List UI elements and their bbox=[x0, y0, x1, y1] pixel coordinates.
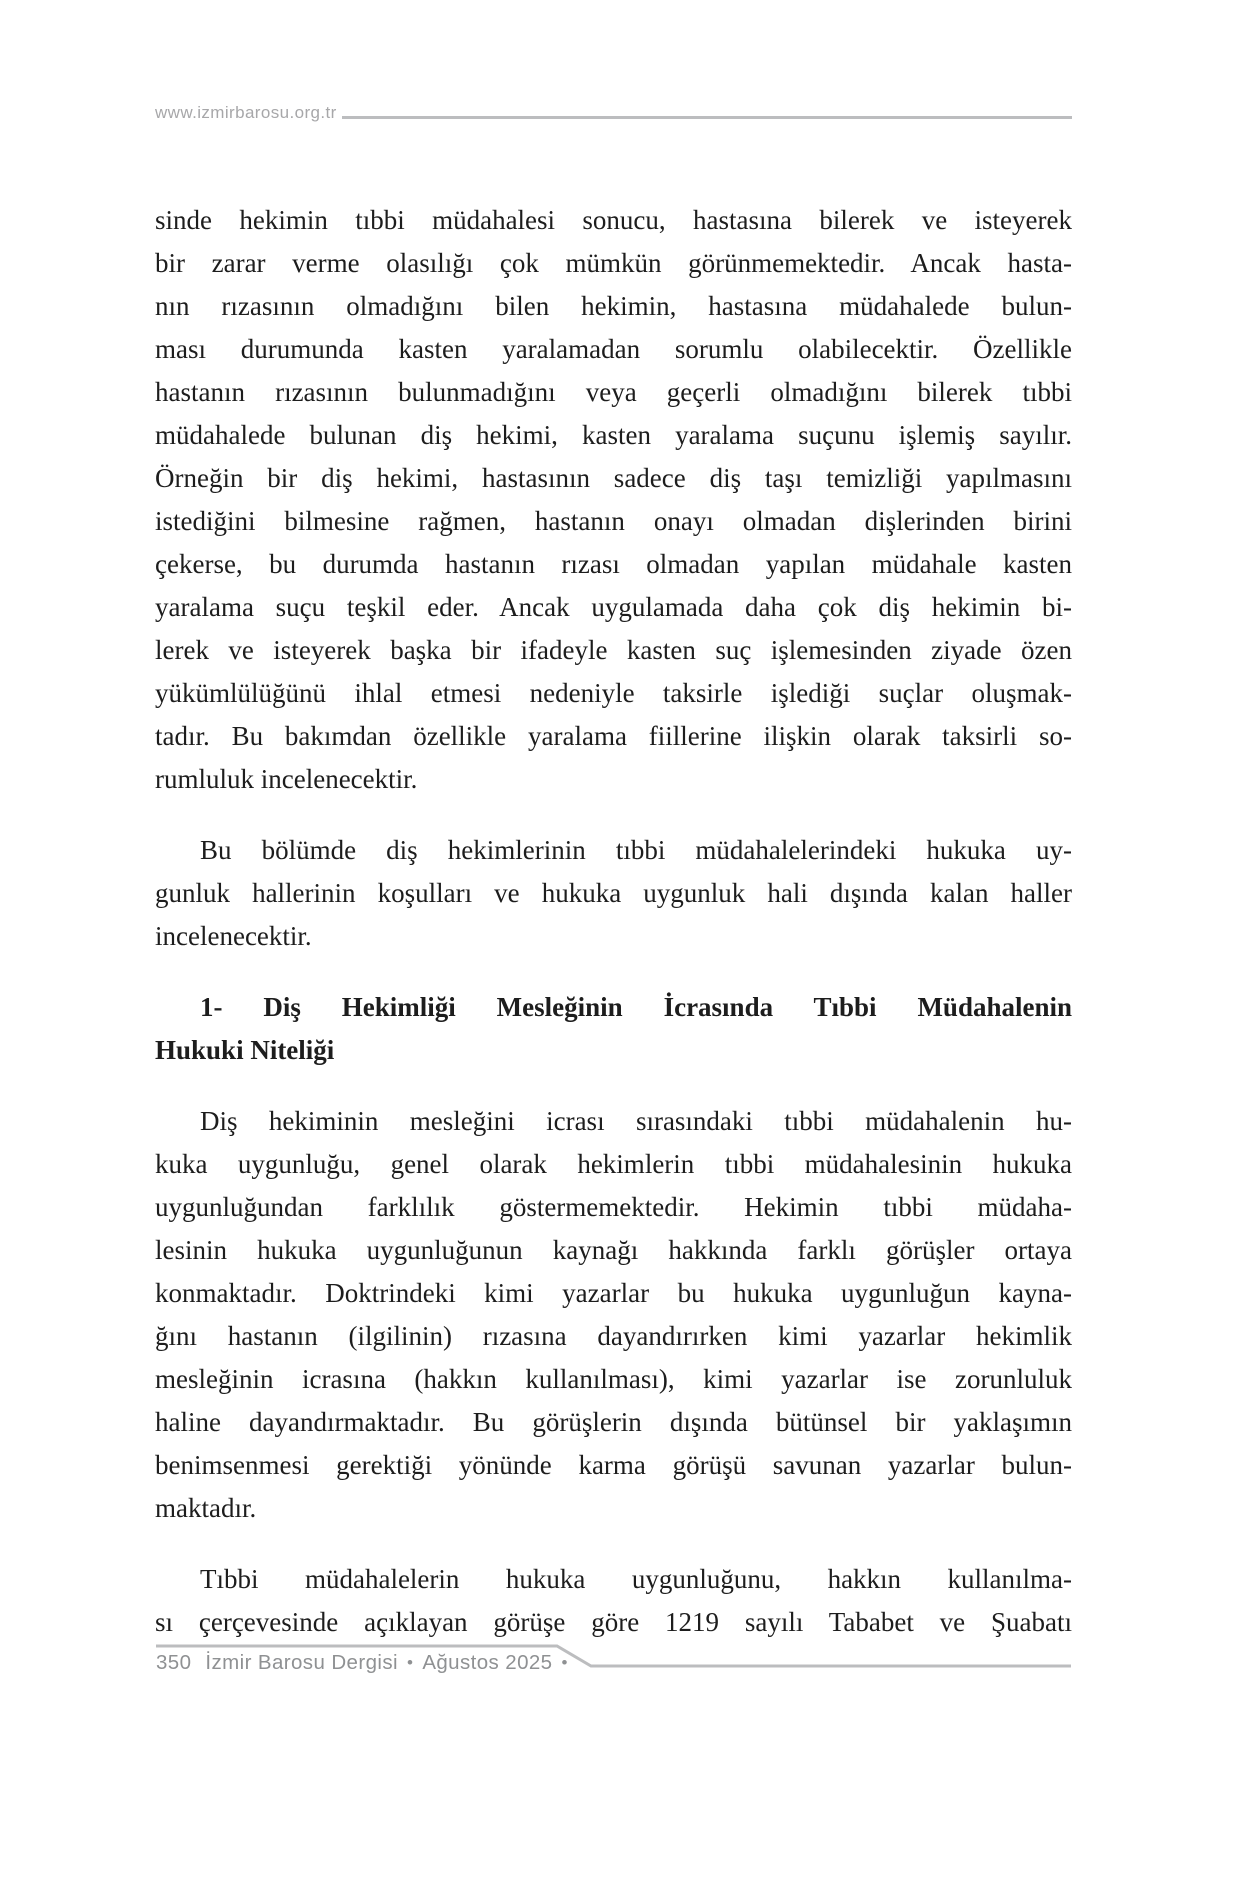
site-url: www.izmirbarosu.org.tr bbox=[155, 103, 337, 122]
text-line: istediğini bilmesine rağmen, hastanın onayı olmadan dişlerinden birini bbox=[155, 506, 1072, 536]
text-line: konmaktadır. Doktrindeki kimi yazarlar bu hukuka uygunluğun kayna- bbox=[155, 1278, 1072, 1308]
journal-title: İzmir Barosu Dergisi bbox=[205, 1651, 398, 1674]
section-heading bbox=[155, 986, 1072, 1072]
text-line: 1- Diş Hekimliği Mesleğinin İcrasında Tıbbi Müdahalenin bbox=[200, 992, 1072, 1022]
page-number: 350 bbox=[156, 1651, 192, 1674]
text-line: kuka uygunluğu, genel olarak hekimlerin tıbbi müdahalesinin hukuka bbox=[155, 1149, 1072, 1179]
page-body bbox=[155, 199, 1072, 1644]
paragraph bbox=[155, 829, 1072, 958]
text-line: rumluluk incelenecektir. bbox=[155, 764, 418, 794]
text-line: mesleğinin icrasına (hakkın kullanılması), kimi yazarlar ise zorunluluk bbox=[155, 1364, 1072, 1394]
text-line: Örneğin bir diş hekimi, hastasının sadece diş taşı temizliği yapılmasını bbox=[155, 463, 1072, 493]
text-line: Tıbbi müdahalelerin hukuka uygunluğunu, hakkın kullanılma- bbox=[200, 1564, 1072, 1594]
header-rule bbox=[342, 116, 1072, 119]
text-line: tadır. Bu bakımdan özellikle yaralama fiillerine ilişkin olarak taksirli so- bbox=[155, 721, 1072, 751]
page-footer bbox=[156, 1651, 568, 1675]
text-line: ğını hastanın (ilgilinin) rızasına dayandırırken kimi yazarlar hekimlik bbox=[155, 1321, 1072, 1351]
text-line: maktadır. bbox=[155, 1493, 257, 1523]
footer-bullet-icon: • bbox=[561, 1653, 568, 1672]
text-line: Diş hekiminin mesleğini icrası sırasındaki tıbbi müdahalenin hu- bbox=[200, 1106, 1072, 1136]
text-line: yükümlülüğünü ihlal etmesi nedeniyle taksirle işlediği suçlar oluşmak- bbox=[155, 678, 1072, 708]
text-line: yaralama suçu teşkil eder. Ancak uygulamada daha çok diş hekimin bi- bbox=[155, 592, 1072, 622]
text-line: gunluk hallerinin koşulları ve hukuka uygunluk hali dışında kalan haller bbox=[155, 878, 1072, 908]
paragraph bbox=[155, 199, 1072, 801]
text-line: bir zarar verme olasılığı çok mümkün görünmemektedir. Ancak hasta- bbox=[155, 248, 1072, 278]
text-line: sı çerçevesinde açıklayan görüşe göre 1219 sayılı Tababet ve Şuabatı bbox=[155, 1607, 1072, 1637]
text-line: Bu bölümde diş hekimlerinin tıbbi müdahalelerindeki hukuka uy- bbox=[200, 835, 1072, 865]
text-line: müdahalede bulunan diş hekimi, kasten yaralama suçunu işlemiş sayılır. bbox=[155, 420, 1072, 450]
text-line: uygunluğundan farklılık göstermemektedir. Hekimin tıbbi müdaha- bbox=[155, 1192, 1072, 1222]
text-line: incelenecektir. bbox=[155, 921, 312, 951]
text-line: lesinin hukuka uygunluğunun kaynağı hakkında farklı görüşler ortaya bbox=[155, 1235, 1072, 1265]
issue-date: Ağustos 2025 bbox=[422, 1651, 553, 1674]
text-line: ması durumunda kasten yaralamadan sorumlu olabilecektir. Özellikle bbox=[155, 334, 1072, 364]
text-line: lerek ve isteyerek başka bir ifadeyle kasten suç işlemesinden ziyade özen bbox=[155, 635, 1072, 665]
text-line: çekerse, bu durumda hastanın rızası olmadan yapılan müdahale kasten bbox=[155, 549, 1072, 579]
text-line: nın rızasının olmadığını bilen hekimin, hastasına müdahalede bulun- bbox=[155, 291, 1072, 321]
text-line: hastanın rızasının bulunmadığını veya geçerli olmadığını bilerek tıbbi bbox=[155, 377, 1072, 407]
text-line: haline dayandırmaktadır. Bu görüşlerin dışında bütünsel bir yaklaşımın bbox=[155, 1407, 1072, 1437]
text-line: Hukuki Niteliği bbox=[155, 1035, 335, 1065]
paragraph bbox=[155, 1558, 1072, 1644]
text-line: benimsenmesi gerektiği yönünde karma görüşü savunan yazarlar bulun- bbox=[155, 1450, 1072, 1480]
page-header bbox=[155, 103, 1072, 123]
footer-bullet-icon: • bbox=[406, 1653, 414, 1672]
text-line: sinde hekimin tıbbi müdahalesi sonucu, hastasına bilerek ve isteyerek bbox=[155, 205, 1072, 235]
paragraph bbox=[155, 1100, 1072, 1530]
